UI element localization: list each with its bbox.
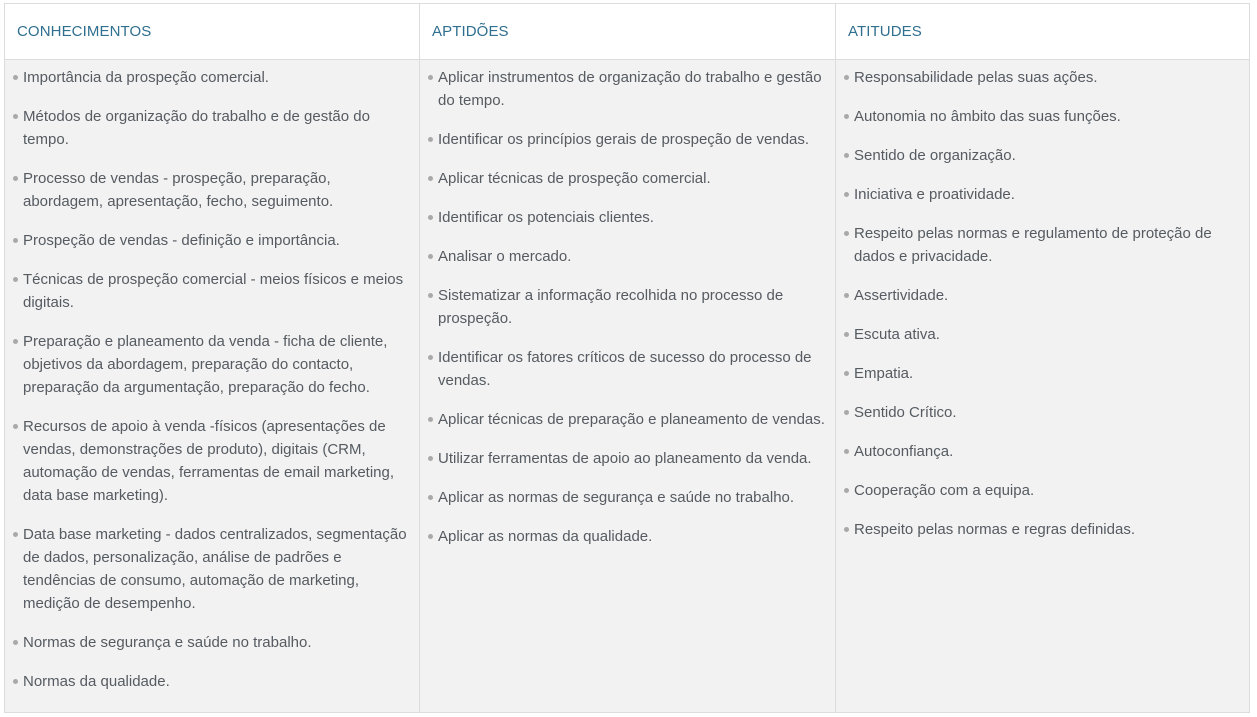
list-item <box>844 479 1241 502</box>
aptidoes-list <box>428 66 827 548</box>
list-item-text: Utilizar ferramentas de apoio ao planeamento da venda. <box>438 450 812 467</box>
list-item-text: Cooperação com a equipa. <box>854 482 1035 499</box>
conhecimentos-list <box>13 66 411 693</box>
bullet-icon <box>428 534 433 539</box>
list-item-text: Aplicar as normas da qualidade. <box>438 528 653 545</box>
bullet-icon <box>428 293 433 298</box>
list-item <box>844 323 1241 346</box>
bullet-icon <box>13 424 18 429</box>
bullet-icon <box>13 532 18 537</box>
list-item-text: Sentido de organização. <box>854 147 1016 164</box>
list-item <box>844 401 1241 424</box>
list-item <box>13 631 411 654</box>
bullet-icon <box>13 679 18 684</box>
bullet-icon <box>428 355 433 360</box>
list-item-text: Autoconfiança. <box>854 443 954 460</box>
bullet-icon <box>428 176 433 181</box>
bullet-icon <box>428 75 433 80</box>
bullet-icon <box>13 238 18 243</box>
list-item <box>428 128 827 151</box>
bullet-icon <box>844 332 849 337</box>
bullet-icon <box>428 137 433 142</box>
list-item-text: Assertividade. <box>854 287 949 304</box>
list-item-text: Métodos de organização do trabalho e de gestão do tempo. <box>23 108 370 148</box>
bullet-icon <box>844 231 849 236</box>
list-item <box>428 206 827 229</box>
list-item <box>844 518 1241 541</box>
atitudes-list <box>844 66 1241 541</box>
column-atitudes <box>836 60 1249 712</box>
bullet-icon <box>844 527 849 532</box>
list-item <box>844 222 1241 268</box>
list-item <box>428 408 827 431</box>
list-item-text: Técnicas de prospeção comercial - meios físicos e meios digitais. <box>23 271 404 311</box>
list-item-text: Aplicar instrumentos de organização do trabalho e gestão do tempo. <box>438 69 822 109</box>
bullet-icon <box>428 456 433 461</box>
list-item <box>428 245 827 268</box>
list-item <box>428 525 827 548</box>
list-item-text: Normas de segurança e saúde no trabalho. <box>23 634 312 651</box>
list-item-text: Autonomia no âmbito das suas funções. <box>854 108 1121 125</box>
column-aptidoes <box>420 60 836 712</box>
competencies-table <box>4 3 1250 713</box>
bullet-icon <box>428 495 433 500</box>
list-item <box>844 105 1241 128</box>
list-item <box>844 440 1241 463</box>
bullet-icon <box>844 75 849 80</box>
list-item-text: Escuta ativa. <box>854 326 940 343</box>
bullet-icon <box>13 339 18 344</box>
list-item <box>428 167 827 190</box>
list-item <box>13 229 411 252</box>
list-item <box>844 284 1241 307</box>
list-item <box>844 66 1241 89</box>
bullet-icon <box>428 254 433 259</box>
list-item-text: Responsabilidade pelas suas ações. <box>854 69 1098 86</box>
list-item <box>13 167 411 213</box>
bullet-icon <box>844 114 849 119</box>
list-item <box>13 330 411 399</box>
list-item <box>13 415 411 507</box>
list-item-text: Aplicar as normas de segurança e saúde no trabalho. <box>438 489 795 506</box>
list-item-text: Recursos de apoio à venda -físicos (apresentações de vendas, demonstrações de produto), digitais (CRM, automação de vendas, ferramentas de email marketing, data base marketing). <box>23 418 395 504</box>
bullet-icon <box>428 215 433 220</box>
list-item <box>428 346 827 392</box>
list-item-text: Identificar os princípios gerais de prospeção de vendas. <box>438 131 810 148</box>
bullet-icon <box>844 293 849 298</box>
bullet-icon <box>844 371 849 376</box>
list-item-text: Identificar os fatores críticos de sucesso do processo de vendas. <box>438 349 812 389</box>
list-item <box>428 66 827 112</box>
header-atitudes: ATITUDES <box>836 4 1249 60</box>
list-item <box>13 66 411 89</box>
list-item-text: Normas da qualidade. <box>23 673 170 690</box>
list-item-text: Respeito pelas normas e regras definidas. <box>854 521 1135 538</box>
list-item <box>428 447 827 470</box>
bullet-icon <box>428 417 433 422</box>
bullet-icon <box>13 277 18 282</box>
bullet-icon <box>844 192 849 197</box>
list-item-text: Aplicar técnicas de prospeção comercial. <box>438 170 711 187</box>
list-item <box>13 523 411 615</box>
column-conhecimentos <box>5 60 420 712</box>
header-aptidoes: APTIDÕES <box>420 4 836 60</box>
list-item <box>844 183 1241 206</box>
list-item-text: Iniciativa e proatividade. <box>854 186 1015 203</box>
list-item-text: Processo de vendas - prospeção, preparação, abordagem, apresentação, fecho, seguimento. <box>23 170 334 210</box>
list-item <box>13 105 411 151</box>
bullet-icon <box>844 449 849 454</box>
list-item-text: Data base marketing - dados centralizados, segmentação de dados, personalização, análise de padrões e tendências de consumo, automação de marketing, medição de desempenho. <box>23 526 407 612</box>
list-item-text: Empatia. <box>854 365 914 382</box>
list-item <box>844 362 1241 385</box>
list-item <box>428 486 827 509</box>
list-item-text: Respeito pelas normas e regulamento de proteção de dados e privacidade. <box>854 225 1212 265</box>
bullet-icon <box>844 153 849 158</box>
list-item <box>844 144 1241 167</box>
bullet-icon <box>844 410 849 415</box>
bullet-icon <box>844 488 849 493</box>
list-item-text: Identificar os potenciais clientes. <box>438 209 654 226</box>
list-item-text: Sentido Crítico. <box>854 404 957 421</box>
list-item <box>428 284 827 330</box>
list-item-text: Preparação e planeamento da venda - ficha de cliente, objetivos da abordagem, preparação do contacto, preparação da argumentação, preparação do fecho. <box>23 333 388 396</box>
bullet-icon <box>13 176 18 181</box>
list-item-text: Prospeção de vendas - definição e importância. <box>23 232 340 249</box>
list-item-text: Aplicar técnicas de preparação e planeamento de vendas. <box>438 411 825 428</box>
list-item <box>13 268 411 314</box>
bullet-icon <box>13 114 18 119</box>
list-item-text: Analisar o mercado. <box>438 248 572 265</box>
bullet-icon <box>13 75 18 80</box>
header-conhecimentos: CONHECIMENTOS <box>5 4 420 60</box>
list-item-text: Importância da prospeção comercial. <box>23 69 269 86</box>
bullet-icon <box>13 640 18 645</box>
list-item <box>13 670 411 693</box>
list-item-text: Sistematizar a informação recolhida no processo de prospeção. <box>438 287 784 327</box>
